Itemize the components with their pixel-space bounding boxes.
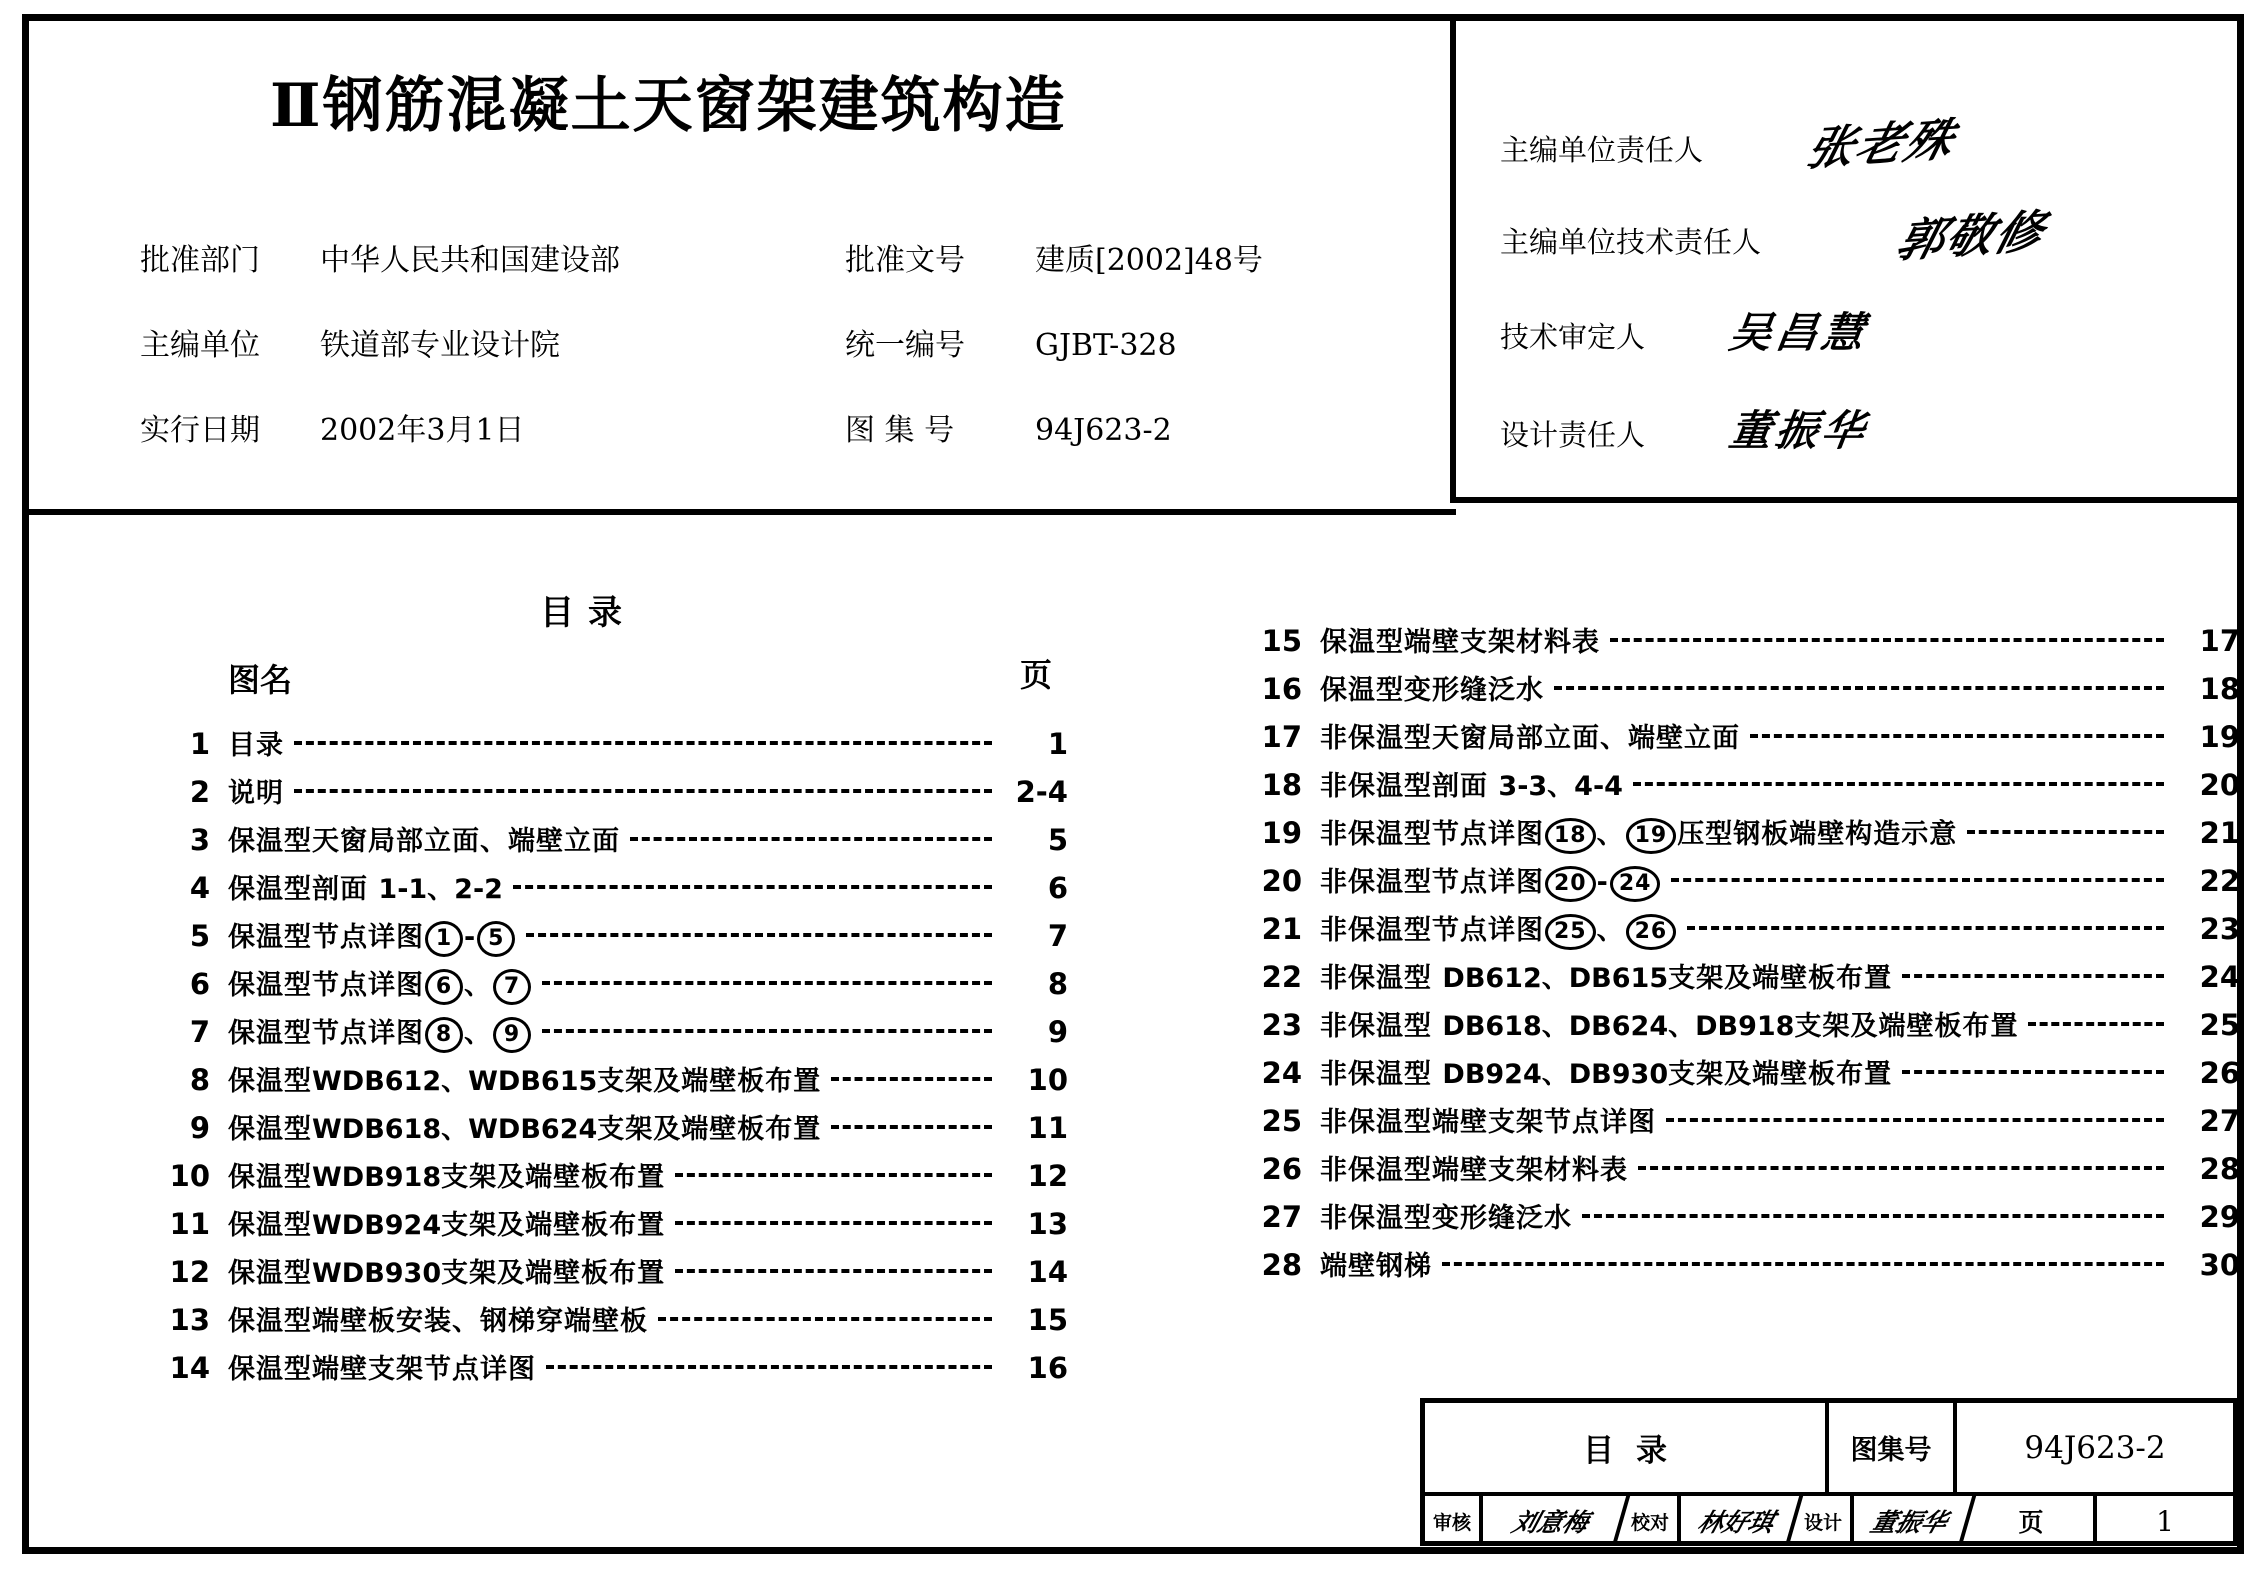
meta-value-approval-doc-no: 建质[2002]48号 <box>1035 243 1263 278</box>
toc-item-page: 10 <box>1027 1063 1068 1097</box>
toc-item[interactable] <box>148 1203 1068 1251</box>
toc-leader-dashes <box>675 1207 992 1234</box>
toc-leader-dashes <box>546 1351 992 1378</box>
toc-item-page: 5 <box>1047 823 1068 857</box>
title-block-signature-proofread: 林好琪 <box>1674 1496 1803 1546</box>
toc-leader-dashes <box>831 1063 992 1090</box>
toc-item[interactable] <box>148 1107 1068 1155</box>
title-block-signature-design: 董振华 <box>1847 1496 1976 1546</box>
title-block-atlas-value: 94J623-2 <box>2024 1429 2166 1466</box>
toc-item-number: 9 <box>189 1111 210 1145</box>
circled-detail-number: 24 <box>1610 866 1661 902</box>
sheet-border-bottom <box>22 1547 2244 1554</box>
toc-item-number: 21 <box>1261 912 1302 946</box>
toc-leader-dashes <box>1902 1056 2164 1083</box>
page-title <box>270 58 1067 144</box>
toc-leader-dashes <box>1671 864 2164 891</box>
toc-item-number: 18 <box>1261 768 1302 802</box>
toc-item-number: 24 <box>1261 1056 1302 1090</box>
signature-label-chief-unit-head: 主编单位责任人 <box>1500 133 1704 167</box>
meta-value-effective-date: 2002年3月1日 <box>320 413 525 448</box>
toc-item[interactable] <box>1240 908 2240 956</box>
toc-item[interactable] <box>1240 956 2240 1004</box>
toc-item[interactable] <box>1240 1244 2240 1292</box>
toc-item[interactable] <box>148 771 1068 819</box>
toc-item[interactable] <box>148 867 1068 915</box>
toc-leader-dashes <box>513 871 992 898</box>
toc-leader-dashes <box>1638 1152 2164 1179</box>
toc-item[interactable] <box>1240 1196 2240 1244</box>
toc-item[interactable] <box>148 723 1068 771</box>
toc-item-number: 17 <box>1261 720 1302 754</box>
toc-item-number: 15 <box>1261 624 1302 658</box>
toc-item-title: 保温型WDB612、WDB615支架及端壁板布置 <box>228 1066 822 1097</box>
meta-label-approval-dept: 批准部门 <box>140 243 260 278</box>
toc-item-number: 14 <box>169 1351 210 1385</box>
signature-row-chief-unit-tech-head <box>1500 200 2052 268</box>
toc-item-title: 目录 <box>228 730 284 761</box>
toc-leader-dashes <box>1442 1248 2164 1275</box>
toc-item[interactable] <box>1240 668 2240 716</box>
toc-item-title: 非保温型节点详图 25 、 26 <box>1320 908 1677 950</box>
toc-leader-dashes <box>1750 720 2164 747</box>
toc-leader-dashes <box>526 919 992 946</box>
signature-label-design-head: 设计责任人 <box>1500 418 1646 452</box>
toc-item-page: 11 <box>1027 1111 1068 1145</box>
circled-detail-number: 19 <box>1626 818 1677 854</box>
toc-item-number: 16 <box>1261 672 1302 706</box>
toc-item-page: 27 <box>2199 1104 2240 1138</box>
meta-row-approval-dept <box>140 235 620 279</box>
signature-label-chief-unit-tech-head: 主编单位技术责任人 <box>1500 225 1762 259</box>
toc-item-page: 7 <box>1047 919 1068 953</box>
toc-leader-dashes <box>1582 1200 2164 1227</box>
signature-name-chief-unit-tech-head: 郭敬修 <box>1890 204 2052 268</box>
title-roman-numeral: Ⅱ <box>270 71 323 141</box>
title-block-upper-row <box>1425 1403 2233 1496</box>
toc-item-title: 保温型WDB918支架及端壁板布置 <box>228 1162 666 1193</box>
toc-item-title: 端壁钢梯 <box>1320 1251 1432 1282</box>
toc-item[interactable] <box>148 1011 1068 1059</box>
toc-item-title: 保温型节点详图 1 - 5 <box>228 915 516 957</box>
toc-item-page: 13 <box>1027 1207 1068 1241</box>
circled-detail-number: 1 <box>425 921 463 957</box>
circled-detail-number: 18 <box>1545 818 1596 854</box>
toc-item[interactable] <box>148 1299 1068 1347</box>
toc-leader-dashes <box>2028 1008 2164 1035</box>
toc-item-number: 2 <box>189 775 210 809</box>
toc-item[interactable] <box>148 1059 1068 1107</box>
toc-item-title: 非保温型端壁支架材料表 <box>1320 1155 1628 1186</box>
signature-name-chief-unit-head: 张老殊 <box>1800 112 1962 176</box>
meta-label-approval-doc-no: 批准文号 <box>845 243 965 278</box>
meta-value-chief-unit: 铁道部专业设计院 <box>320 328 560 363</box>
toc-item-title: 非保温型 DB612、DB615支架及端壁板布置 <box>1320 963 1893 994</box>
circled-detail-number: 5 <box>477 921 515 957</box>
toc-item-page: 20 <box>2199 768 2240 802</box>
toc-item-title: 保温型端壁板安装、钢梯穿端壁板 <box>228 1306 648 1337</box>
meta-value-atlas-no: 94J623-2 <box>1035 413 1172 448</box>
toc-item-number: 6 <box>189 967 210 1001</box>
toc-column-header-name: 图名 <box>228 661 293 699</box>
toc-item-page: 17 <box>2199 624 2240 658</box>
toc-leader-dashes <box>1666 1104 2164 1131</box>
toc-item-number: 13 <box>169 1303 210 1337</box>
signature-label-tech-reviewer: 技术审定人 <box>1500 320 1646 354</box>
toc-item-page: 14 <box>1027 1255 1068 1289</box>
toc-item-number: 27 <box>1261 1200 1302 1234</box>
toc-item-title: 非保温型端壁支架节点详图 <box>1320 1107 1656 1138</box>
toc-item-title: 非保温型天窗局部立面、端壁立面 <box>1320 723 1740 754</box>
toc-item-number: 4 <box>189 871 210 905</box>
toc-item-page: 23 <box>2199 912 2240 946</box>
meta-row-approval-doc-no <box>845 235 1263 279</box>
toc-item[interactable] <box>148 1251 1068 1299</box>
toc-item-title: 非保温型变形缝泛水 <box>1320 1203 1572 1234</box>
toc-item-page: 2-4 <box>1015 775 1068 809</box>
toc-item-page: 9 <box>1047 1015 1068 1049</box>
toc-item-number: 12 <box>169 1255 210 1289</box>
toc-leader-dashes <box>1610 624 2164 651</box>
toc-item[interactable] <box>1240 620 2240 668</box>
circled-detail-number: 26 <box>1626 914 1677 950</box>
toc-item-number: 25 <box>1261 1104 1302 1138</box>
toc-item-number: 5 <box>189 919 210 953</box>
signature-name-tech-reviewer: 吴昌慧 <box>1726 308 1872 357</box>
toc-item[interactable] <box>148 819 1068 867</box>
toc-heading: 目录 <box>540 593 636 633</box>
toc-item[interactable] <box>1240 1100 2240 1148</box>
signature-row-design-head <box>1500 398 1872 458</box>
toc-item[interactable] <box>148 1347 1068 1395</box>
toc-leader-dashes <box>294 775 992 802</box>
title-block-label-proofread: 校对 <box>1623 1496 1681 1546</box>
toc-leader-dashes <box>1967 816 2164 843</box>
toc-leader-dashes <box>1902 960 2164 987</box>
toc-list-left <box>148 723 1068 1395</box>
toc-item-page: 24 <box>2199 960 2240 994</box>
toc-item-number: 26 <box>1261 1152 1302 1186</box>
toc-item-title: 保温型端壁支架材料表 <box>1320 627 1600 658</box>
title-block-label-review: 审核 <box>1425 1496 1483 1546</box>
toc-item-title: 保温型WDB618、WDB624支架及端壁板布置 <box>228 1114 822 1145</box>
title-block-page-value: 1 <box>2156 1504 2174 1538</box>
toc-item[interactable] <box>1240 716 2240 764</box>
toc-item[interactable] <box>1240 1004 2240 1052</box>
toc-leader-dashes <box>675 1255 992 1282</box>
toc-item-page: 6 <box>1047 871 1068 905</box>
meta-row-unified-no <box>845 320 1177 364</box>
toc-item-number: 23 <box>1261 1008 1302 1042</box>
toc-item-number: 28 <box>1261 1248 1302 1282</box>
toc-column-header-page: 页 <box>1020 656 1053 694</box>
toc-item-page: 16 <box>1027 1351 1068 1385</box>
toc-item-number: 19 <box>1261 816 1302 850</box>
toc-item-page: 30 <box>2199 1248 2240 1282</box>
toc-item[interactable] <box>1240 812 2240 860</box>
toc-item[interactable] <box>1240 1148 2240 1196</box>
circled-detail-number: 9 <box>493 1017 531 1053</box>
toc-item-number: 11 <box>169 1207 210 1241</box>
circled-detail-number: 7 <box>493 969 531 1005</box>
toc-item-page: 19 <box>2199 720 2240 754</box>
meta-label-atlas-no: 图 集 号 <box>845 413 955 448</box>
toc-leader-dashes <box>1633 768 2164 795</box>
toc-leader-dashes <box>675 1159 992 1186</box>
header-bottom-rule-right <box>1456 497 2237 503</box>
toc-item-page: 15 <box>1027 1303 1068 1337</box>
toc-item-page: 22 <box>2199 864 2240 898</box>
meta-label-chief-unit: 主编单位 <box>140 328 260 363</box>
toc-item-title: 保温型WDB924支架及端壁板布置 <box>228 1210 666 1241</box>
toc-item-number: 7 <box>189 1015 210 1049</box>
toc-item-page: 29 <box>2199 1200 2240 1234</box>
toc-item-title: 非保温型剖面 3-3、4-4 <box>1320 771 1623 802</box>
toc-item-page: 28 <box>2199 1152 2240 1186</box>
circled-detail-number: 25 <box>1545 914 1596 950</box>
toc-leader-dashes <box>658 1303 992 1330</box>
circled-detail-number: 6 <box>425 969 463 1005</box>
toc-leader-dashes <box>1554 672 2164 699</box>
toc-item-number: 3 <box>189 823 210 857</box>
toc-item-page: 25 <box>2199 1008 2240 1042</box>
toc-item-title: 说明 <box>228 778 284 809</box>
toc-leader-dashes <box>1687 912 2164 939</box>
meta-label-unified-no: 统一编号 <box>845 328 965 363</box>
toc-item-number: 8 <box>189 1063 210 1097</box>
toc-item[interactable] <box>1240 860 2240 908</box>
header-vertical-divider <box>1450 21 1456 503</box>
title-text: 钢筋混凝土天窗架建筑构造 <box>322 71 1067 141</box>
toc-item-title: 保温型端壁支架节点详图 <box>228 1354 536 1385</box>
toc-item-title: 非保温型节点详图 20 - 24 <box>1320 860 1661 902</box>
toc-item-title: 非保温型节点详图 18 、 19 压型钢板端壁构造示意 <box>1320 812 1957 854</box>
toc-item-number: 10 <box>169 1159 210 1193</box>
meta-row-effective-date <box>140 405 525 449</box>
meta-value-approval-dept: 中华人民共和国建设部 <box>320 243 620 278</box>
toc-leader-dashes <box>294 727 992 754</box>
toc-item-title: 保温型WDB930支架及端壁板布置 <box>228 1258 666 1289</box>
toc-leader-dashes <box>542 1015 992 1042</box>
toc-item-title: 非保温型 DB924、DB930支架及端壁板布置 <box>1320 1059 1893 1090</box>
toc-item-title: 保温型变形缝泛水 <box>1320 675 1544 706</box>
toc-item-title: 保温型节点详图 6 、 7 <box>228 963 532 1005</box>
toc-item-page: 1 <box>1047 727 1068 761</box>
title-block-doc-name: 目录 <box>1425 1403 1829 1492</box>
toc-leader-dashes <box>542 967 992 994</box>
meta-row-chief-unit <box>140 320 560 364</box>
toc-item[interactable] <box>148 963 1068 1011</box>
title-block-lower-row <box>1425 1496 2233 1546</box>
signature-row-tech-reviewer <box>1500 300 1872 360</box>
title-block-atlas-key: 图集号 <box>1829 1403 1957 1492</box>
toc-item-title: 保温型剖面 1-1、2-2 <box>228 874 503 905</box>
toc-leader-dashes <box>831 1111 992 1138</box>
toc-item-page: 18 <box>2199 672 2240 706</box>
toc-item[interactable] <box>1240 764 2240 812</box>
toc-item-title: 保温型节点详图 8 、 9 <box>228 1011 532 1053</box>
signature-row-chief-unit-head <box>1500 108 1962 176</box>
toc-item-title: 非保温型 DB618、DB624、DB918支架及端壁板布置 <box>1320 1011 2019 1042</box>
toc-item[interactable] <box>148 1155 1068 1203</box>
title-block-page-key: 页 <box>1969 1496 2097 1546</box>
circled-detail-number: 8 <box>425 1017 463 1053</box>
toc-list-right <box>1240 620 2240 1292</box>
toc-item[interactable] <box>148 915 1068 963</box>
toc-item-number: 20 <box>1261 864 1302 898</box>
meta-row-atlas-no <box>845 405 1172 449</box>
meta-value-unified-no: GJBT-328 <box>1035 328 1177 363</box>
toc-item-number: 1 <box>189 727 210 761</box>
toc-item-page: 26 <box>2199 1056 2240 1090</box>
title-block-signature-review: 刘意梅 <box>1476 1496 1630 1546</box>
title-block <box>1420 1398 2238 1546</box>
toc-item-page: 12 <box>1027 1159 1068 1193</box>
toc-item-page: 21 <box>2199 816 2240 850</box>
toc-leader-dashes <box>630 823 992 850</box>
toc-item-number: 22 <box>1261 960 1302 994</box>
toc-item[interactable] <box>1240 1052 2240 1100</box>
circled-detail-number: 20 <box>1545 866 1596 902</box>
toc-item-title: 保温型天窗局部立面、端壁立面 <box>228 826 620 857</box>
header-bottom-rule-left <box>29 509 1456 515</box>
title-block-label-design: 设计 <box>1796 1496 1854 1546</box>
meta-label-effective-date: 实行日期 <box>140 413 260 448</box>
signature-name-design-head: 董振华 <box>1726 406 1872 455</box>
toc-item-page: 8 <box>1047 967 1068 1001</box>
